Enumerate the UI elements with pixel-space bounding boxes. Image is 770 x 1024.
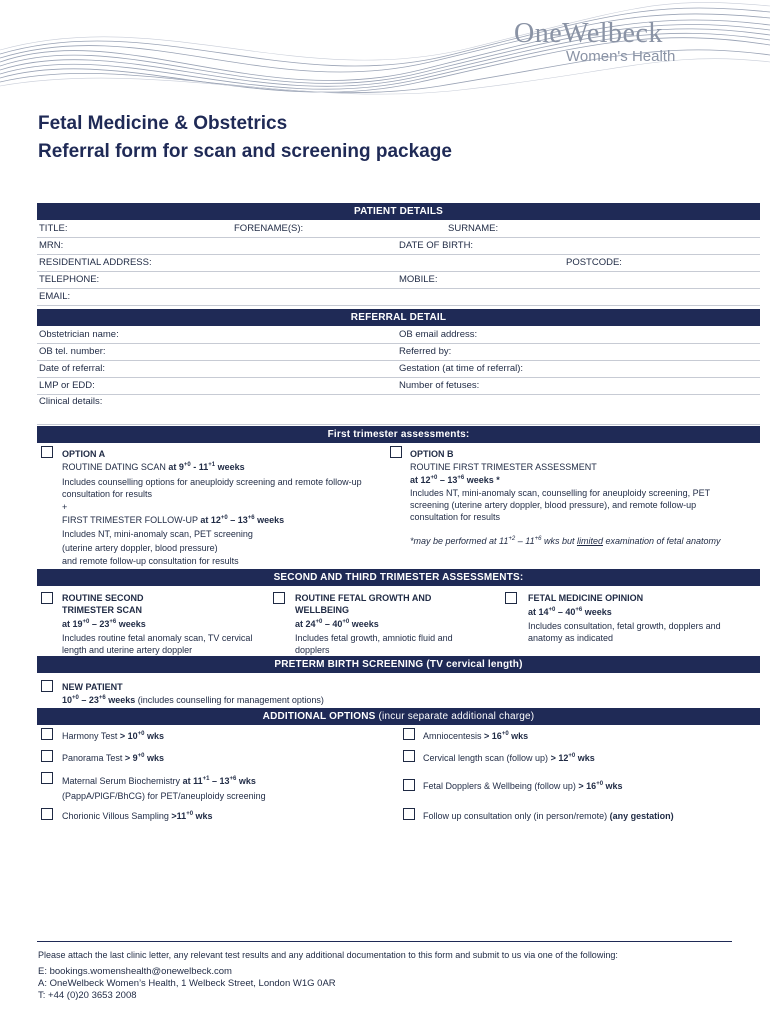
- option-a-dating-weeks: at $9^{+0} - 11^{+1}$ weeks: [168, 462, 245, 472]
- option-a-checkbox[interactable]: [41, 446, 53, 458]
- referral-date-field[interactable]: Date of referral:: [39, 363, 105, 374]
- second-trimester-checkbox[interactable]: [41, 592, 53, 604]
- ob-tel-field[interactable]: OB tel. number:: [39, 346, 106, 357]
- option-a-followup-desc-3: and remote follow-up consultation for results: [62, 556, 239, 566]
- option-a-followup-label: FIRST TRIMESTER FOLLOW-UP: [62, 515, 198, 525]
- mobile-field[interactable]: MOBILE:: [399, 274, 438, 285]
- panorama-test-checkbox[interactable]: [41, 750, 53, 762]
- new-patient-checkbox[interactable]: [41, 680, 53, 692]
- mrn-field[interactable]: MRN:: [39, 240, 64, 251]
- lmp-edd-field[interactable]: LMP or EDD:: [39, 380, 95, 391]
- panorama-test-name: Panorama Test: [62, 753, 123, 763]
- new-patient-weeks: $10^{+0} - 23^{+6}$ weeks (includes counselling for management options): [62, 695, 324, 705]
- option-a-dating-scan: [62, 461, 382, 473]
- cvs-name: Chorionic Villous Sampling: [62, 811, 169, 821]
- fetuses-field[interactable]: Number of fetuses:: [399, 380, 480, 391]
- maternal-serum-name: Maternal Serum Biochemistry: [62, 776, 181, 786]
- fetal-dopplers-name: Fetal Dopplers & Wellbeing (follow up): [423, 781, 576, 791]
- additional-options-title: ADDITIONAL OPTIONS: [262, 711, 376, 722]
- second-trimester-title: ROUTINE SECOND TRIMESTER SCAN: [62, 593, 144, 615]
- referred-by-field[interactable]: Referred by:: [399, 346, 452, 357]
- option-a-followup: [62, 514, 382, 526]
- forename-field[interactable]: FORENAME(S):: [234, 223, 304, 234]
- cervical-length-checkbox[interactable]: [403, 750, 415, 762]
- footer-divider: [37, 941, 732, 942]
- amniocentesis-label: Amniocentesis > $16^{+0}$ wks: [423, 731, 529, 741]
- option-b-desc: Includes NT, mini-anomaly scan, counselling for aneuploidy screening, PET screening (uterine artery doppler, blood pressure), and remote follow-up consultation for results: [410, 488, 710, 522]
- cvs-label: Chorionic Villous Sampling $>11^{+0}$ wks: [62, 811, 213, 821]
- fetal-growth-checkbox[interactable]: [273, 592, 285, 604]
- dob-field[interactable]: DATE OF BIRTH:: [399, 240, 474, 251]
- option-b-title: OPTION B: [410, 449, 454, 459]
- fetal-growth-weeks: at $24^{+0} - 40^{+0}$ weeks: [295, 619, 379, 629]
- harmony-test-checkbox[interactable]: [41, 728, 53, 740]
- follow-up-consultation-name: Follow up consultation only (in person/remote): [423, 811, 608, 821]
- maternal-serum-checkbox[interactable]: [41, 772, 53, 784]
- option-a-followup-desc-1: Includes NT, mini-anomaly scan, PET screening: [62, 529, 253, 539]
- referral-row-5: [37, 394, 760, 425]
- patient-details-header: PATIENT DETAILS: [37, 203, 760, 220]
- referral-detail-header: REFERRAL DETAIL: [37, 309, 760, 326]
- footer-email[interactable]: E: bookings.womenshealth@onewelbeck.com: [38, 966, 232, 977]
- gestation-field[interactable]: Gestation (at time of referral):: [399, 363, 524, 374]
- harmony-test-name: Harmony Test: [62, 731, 118, 741]
- additional-options-header: [37, 708, 760, 725]
- title-field[interactable]: TITLE:: [39, 223, 68, 234]
- option-b-assessment: ROUTINE FIRST TRIMESTER ASSESSMENT: [410, 462, 597, 472]
- fetal-dopplers-checkbox[interactable]: [403, 779, 415, 791]
- additional-options-note: (incur separate additional charge): [378, 711, 535, 722]
- email-field[interactable]: EMAIL:: [39, 291, 71, 302]
- logo-womens-health: Women's Health: [566, 48, 676, 65]
- fetal-dopplers-label: Fetal Dopplers & Wellbeing (follow $up) > 16^{+0}$ wks: [423, 781, 623, 791]
- new-patient-title: NEW PATIENT: [62, 682, 123, 692]
- second-trimester-desc: Includes routine fetal anomaly scan, TV cervical length and uterine artery doppler: [62, 633, 253, 655]
- option-a-followup-weeks: at $12^{+0} - 13^{+6}$ weeks: [200, 515, 285, 525]
- option-a-dating-label: ROUTINE DATING SCAN: [62, 462, 166, 472]
- obstetrician-name-field[interactable]: Obstetrician name:: [39, 329, 119, 340]
- patient-row-1: [37, 220, 760, 238]
- option-a-plus: +: [62, 502, 68, 512]
- fetal-medicine-opinion-weeks: at $14^{+0} - 40^{+6}$ weeks: [528, 607, 612, 617]
- patient-row-5: [37, 288, 760, 306]
- option-a-followup-desc-2: (uterine artery doppler, blood pressure): [62, 543, 218, 553]
- address-field[interactable]: RESIDENTIAL ADDRESS:: [39, 257, 152, 268]
- maternal-serum-label: Maternal Serum Biochemistry at $11^{+1} - 13^{+6}$ wks: [62, 776, 256, 786]
- fetal-medicine-opinion-checkbox[interactable]: [505, 592, 517, 604]
- option-a-title: OPTION A: [62, 449, 106, 459]
- option-a-dating-desc: Includes counselling options for aneuploidy screening and remote follow-up consultation for results: [62, 477, 362, 499]
- first-trimester-header: First trimester assessments:: [37, 426, 760, 443]
- follow-up-consultation-checkbox[interactable]: [403, 808, 415, 820]
- surname-field[interactable]: SURNAME:: [448, 223, 499, 234]
- page-title: Fetal Medicine & Obstetrics: [38, 113, 288, 134]
- fetal-medicine-opinion-title: FETAL MEDICINE OPINION: [528, 593, 644, 603]
- option-b-note: *may be performed at $11^{+2} - 11^{+6}$ wks but limited examination of fetal anatomy: [410, 536, 721, 546]
- ob-email-field[interactable]: OB email address:: [399, 329, 478, 340]
- footer-address: A: OneWelbeck Women’s Health, 1 Welbeck Street, London W1G 0AR: [38, 978, 336, 989]
- cvs-checkbox[interactable]: [41, 808, 53, 820]
- option-b-weeks: at $12^{+0} - 13^{+6}$ weeks *: [410, 475, 500, 485]
- amniocentesis-checkbox[interactable]: [403, 728, 415, 740]
- postcode-field[interactable]: POSTCODE:: [566, 257, 622, 268]
- follow-up-consultation-gestation: (any gestation): [609, 811, 674, 821]
- follow-up-consultation-label: [423, 810, 674, 822]
- fetal-growth-desc: Includes fetal growth, amniotic fluid and dopplers: [295, 633, 453, 655]
- second-third-trimester-header: SECOND AND THIRD TRIMESTER ASSESSMENTS:: [37, 569, 760, 586]
- fetal-growth-title: ROUTINE FETAL GROWTH AND WELLBEING: [295, 593, 432, 615]
- second-trimester-weeks: at $19^{+0} - 23^{+6}$ weeks: [62, 619, 146, 629]
- cervical-length-label: Cervical length scan (follow $up) > 12^{+0}$ wks: [423, 753, 595, 763]
- new-patient-weeks-note: (includes counselling for management options): [137, 695, 324, 705]
- maternal-serum-desc: (PappA/PlGF/BhCG) for PET/aneuploidy screening: [62, 791, 266, 801]
- clinical-details-field[interactable]: Clinical details:: [39, 396, 103, 407]
- option-b-checkbox[interactable]: [390, 446, 402, 458]
- amniocentesis-name: Amniocentesis: [423, 731, 482, 741]
- footer-telephone[interactable]: T: +44 (0)20 3653 2008: [38, 990, 137, 1001]
- fetal-medicine-opinion-desc: Includes consultation, fetal growth, dopplers and anatomy as indicated: [528, 621, 721, 643]
- page-subtitle: Referral form for scan and screening package: [38, 141, 452, 162]
- logo-onewelbeck: OneWelbeck: [514, 18, 663, 49]
- preterm-birth-header: PRETERM BIRTH SCREENING (TV cervical length): [37, 656, 760, 673]
- cervical-length-name: Cervical length scan (follow up): [423, 753, 549, 763]
- harmony-test-label: Harmony Test > $10^{+0}$ wks: [62, 731, 165, 741]
- telephone-field[interactable]: TELEPHONE:: [39, 274, 100, 285]
- panorama-test-label: Panorama Test > $9^{+0}$ wks: [62, 753, 165, 763]
- footer-note: Please attach the last clinic letter, any relevant test results and any additional documentation to this form and submit to us via one of the following:: [38, 950, 618, 960]
